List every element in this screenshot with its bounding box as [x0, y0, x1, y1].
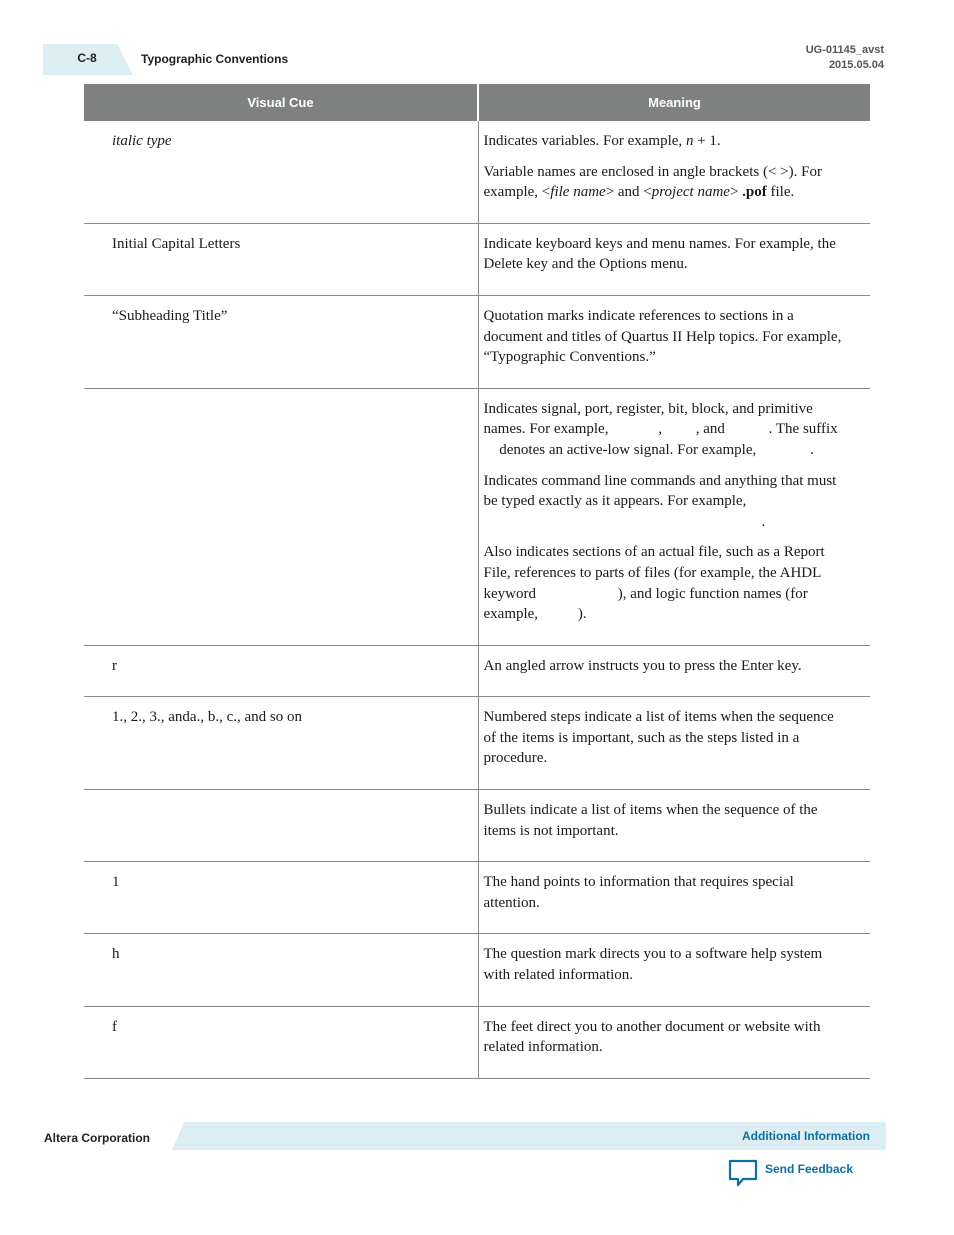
conventions-table	[84, 84, 870, 1079]
document-date: 2015.05.04	[828, 59, 884, 71]
text-run: .pof	[742, 184, 767, 201]
meaning-paragraph	[484, 131, 847, 152]
text-run: Indicate keyboard keys and menu names. For example, the Delete key and the Options menu.	[483, 235, 836, 273]
text-run: ), and logic function names (for example,	[483, 585, 808, 623]
text-run: .	[761, 513, 766, 530]
text-run: file.	[766, 184, 795, 201]
table-row	[84, 1006, 870, 1078]
table-row	[84, 223, 870, 295]
text-run: The question mark directs you to a software help system with related information.	[483, 946, 823, 984]
document-id: UG-01145_avst	[805, 44, 884, 56]
table-row	[84, 121, 870, 223]
footer-band-wedge	[172, 1122, 184, 1150]
visual-cue-cell	[84, 934, 478, 1006]
visual-cue-cell	[84, 223, 478, 295]
text-run: The feet direct you to another document or website with related information.	[483, 1018, 821, 1056]
column-header-visual-cue: Visual Cue	[84, 84, 478, 121]
send-feedback-label: Send Feedback	[765, 1162, 854, 1176]
meaning-paragraph	[484, 542, 847, 624]
text-run: 1	[112, 874, 120, 891]
visual-cue-cell	[84, 790, 478, 862]
text-run: project name	[651, 184, 730, 201]
speech-bubble-icon	[727, 1158, 759, 1188]
meaning-cell	[478, 295, 870, 388]
text-run: . The suffix	[768, 421, 838, 438]
meaning-paragraph	[484, 656, 847, 677]
visual-cue-cell	[84, 121, 478, 223]
text-run: > and <	[605, 184, 652, 201]
text-run: An angled arrow instructs you to press the Enter key.	[483, 657, 802, 674]
meaning-paragraph	[484, 234, 847, 275]
visual-cue-cell	[84, 862, 478, 934]
text-run: f	[112, 1018, 117, 1035]
text-run: h	[112, 946, 120, 963]
meaning-paragraph	[484, 471, 847, 533]
additional-information-link[interactable]: Additional Information	[742, 1129, 870, 1143]
table-row	[84, 388, 870, 645]
page-number-tab	[43, 44, 133, 75]
meaning-cell	[478, 388, 870, 645]
text-run: Variable names are enclosed in angle brackets (< >). For example, <	[483, 163, 822, 201]
visual-cue-cell	[84, 697, 478, 790]
text-run: Quotation marks indicate references to sections in a document and titles of Quartus II Help topics. For example, “Typographic Conventions.”	[483, 307, 842, 366]
meaning-cell	[478, 645, 870, 697]
page-number: C-8	[77, 51, 97, 65]
text-run: + 1.	[693, 133, 721, 149]
text-run: r	[112, 657, 117, 674]
visual-cue-cell	[84, 645, 478, 697]
text-run: italic type	[112, 133, 172, 149]
text-run: Also indicates sections of an actual file, such as a Report File, references to parts of files (for example, the AHDL keyword	[483, 544, 825, 602]
table-row	[84, 645, 870, 697]
text-run: Indicates signal, port, register, bit, block, and primitive names. For example,	[483, 400, 813, 438]
meaning-paragraph	[484, 944, 847, 985]
text-run: Initial Capital Letters	[112, 235, 241, 252]
text-run: file name	[550, 184, 606, 201]
text-run: Bullets indicate a list of items when the sequence of the items is not important.	[483, 802, 818, 839]
meaning-cell	[478, 121, 870, 223]
column-header-meaning: Meaning	[478, 84, 870, 121]
table-row	[84, 697, 870, 790]
meaning-cell	[478, 862, 870, 934]
meaning-paragraph	[484, 872, 847, 913]
meaning-paragraph	[484, 707, 847, 769]
text-run: 1., 2., 3., anda., b., c., and so on	[112, 709, 302, 726]
text-run: ).	[577, 606, 587, 623]
visual-cue-cell	[84, 1006, 478, 1078]
table-body	[84, 121, 870, 1078]
send-feedback-link[interactable]	[727, 1158, 867, 1188]
meaning-cell	[478, 223, 870, 295]
meaning-paragraph	[484, 306, 847, 368]
text-run: >	[729, 184, 743, 201]
visual-cue-cell	[84, 295, 478, 388]
text-run: The hand points to information that requires special attention.	[483, 874, 794, 911]
meaning-paragraph	[484, 800, 847, 841]
text-run: , and	[695, 421, 729, 438]
text-run: n	[685, 133, 694, 149]
text-run: Numbered steps indicate a list of items when the sequence of the items is important, such as the steps listed in a procedure.	[483, 709, 834, 767]
meaning-cell	[478, 697, 870, 790]
table-row	[84, 295, 870, 388]
meaning-paragraph	[484, 162, 847, 203]
meaning-cell	[478, 934, 870, 1006]
text-run: Indicates command line commands and anything that must be typed exactly as it appears. For example,	[483, 472, 837, 510]
text-run: denotes an active-low signal. For example,	[495, 441, 761, 458]
table-header-row	[84, 84, 870, 121]
document-id-block	[806, 43, 884, 73]
text-run: ,	[658, 421, 666, 438]
table-row	[84, 790, 870, 862]
text-run: “Subheading Title”	[112, 307, 228, 324]
meaning-paragraph	[484, 399, 847, 461]
company-name: Altera Corporation	[44, 1131, 151, 1145]
table-row	[84, 934, 870, 1006]
visual-cue-cell	[84, 388, 478, 645]
meaning-cell	[478, 1006, 870, 1078]
text-run: .	[810, 441, 814, 458]
table-row	[84, 862, 870, 934]
meaning-paragraph	[484, 1017, 847, 1058]
section-title: Typographic Conventions	[141, 52, 289, 66]
text-run: Indicates variables. For example,	[483, 133, 686, 149]
meaning-cell	[478, 790, 870, 862]
